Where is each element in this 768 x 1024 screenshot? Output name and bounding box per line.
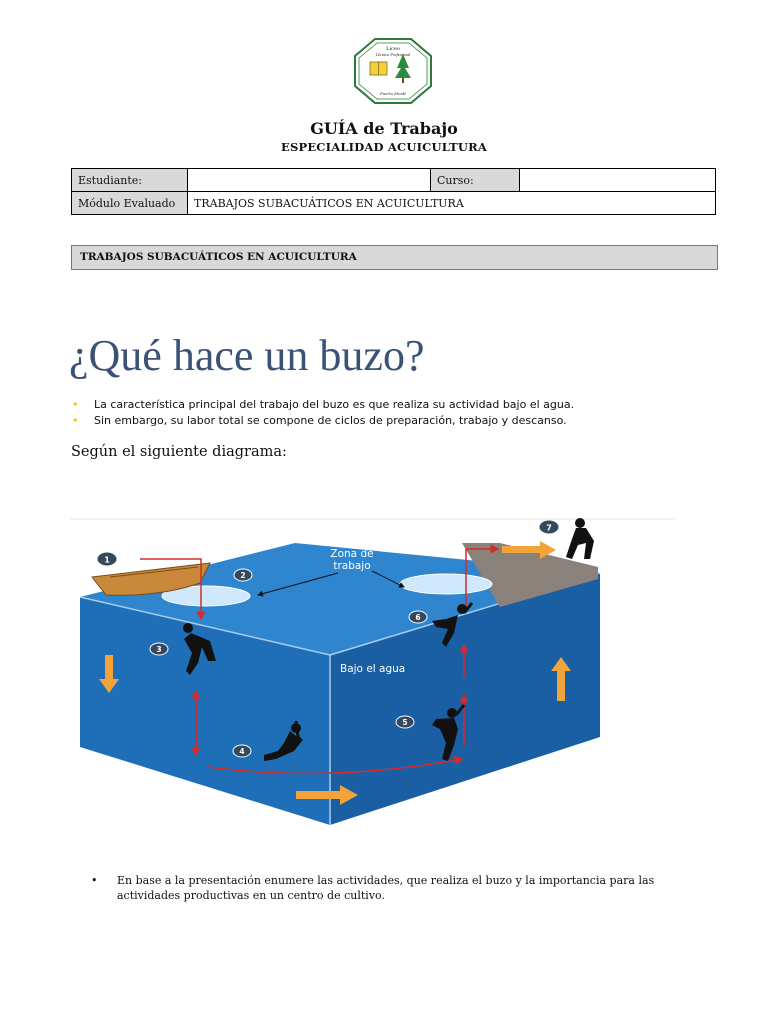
step-number: 6 xyxy=(415,613,421,622)
step-number: 1 xyxy=(104,555,110,565)
course-label: Curso: xyxy=(431,169,520,192)
bullet-item xyxy=(72,413,574,429)
step-badge-2 xyxy=(234,569,252,581)
page-subtitle: ESPECIALIDAD ACUICULTURA xyxy=(281,140,487,154)
module-value: TRABAJOS SUBACUÁTICOS EN ACUICULTURA xyxy=(188,192,716,215)
bullet-text: La característica principal del trabajo del buzo es que realiza su actividad bajo el agua. xyxy=(94,398,575,411)
info-table xyxy=(71,168,716,215)
diver-resting-icon xyxy=(566,518,594,559)
bullet-item xyxy=(72,397,574,413)
work-zone-label-line1: Zona de xyxy=(330,548,374,560)
step-badge-5 xyxy=(396,716,414,728)
bullet-dot-icon: • xyxy=(72,398,79,411)
step-badge-4 xyxy=(233,745,251,757)
work-zone-label-line2: trabajo xyxy=(333,560,371,572)
bullet-dot-icon: • xyxy=(72,414,79,427)
step-number: 3 xyxy=(156,645,162,654)
underwater-label: Bajo el agua xyxy=(340,663,406,675)
step-number: 4 xyxy=(239,747,245,756)
step-badge-3 xyxy=(150,643,168,655)
bullet-text: Sin embargo, su labor total se compone de ciclos de preparación, trabajo y descanso. xyxy=(94,414,567,427)
intro-bullet-list xyxy=(72,397,574,429)
diver-work-cycle-diagram xyxy=(70,515,675,855)
school-logo xyxy=(353,38,433,104)
diagram-intro: Según el siguiente diagrama: xyxy=(71,444,287,460)
step-badge-7 xyxy=(539,520,559,534)
module-label: Módulo Evaluado xyxy=(72,192,188,215)
step-badge-1 xyxy=(97,552,117,566)
main-heading: ¿Qué hace un buzo? xyxy=(69,331,425,380)
logo-text-bottom: Puerto Montt xyxy=(380,91,406,96)
exit-zone-ellipse xyxy=(400,574,492,594)
logo-text-middle: Técnico Profesional xyxy=(375,53,411,57)
step-number: 7 xyxy=(546,523,552,533)
section-title-bar: TRABAJOS SUBACUÁTICOS EN ACUICULTURA xyxy=(71,245,718,270)
step-number: 5 xyxy=(402,718,408,727)
task-text: En base a la presentación enumere las actividades, que realiza el buzo y la importancia para las actividades productivas en un centro de cultivo. xyxy=(117,874,655,902)
course-field[interactable] xyxy=(520,169,716,192)
step-badge-6 xyxy=(409,611,427,623)
page-title: GUÍA de Trabajo xyxy=(310,119,458,138)
logo-text-top: Liceo xyxy=(386,46,400,52)
task-instruction xyxy=(91,873,711,903)
bullet-dot-icon: • xyxy=(91,874,98,887)
student-field[interactable] xyxy=(188,169,431,192)
step-number: 2 xyxy=(240,571,246,580)
student-label: Estudiante: xyxy=(72,169,188,192)
